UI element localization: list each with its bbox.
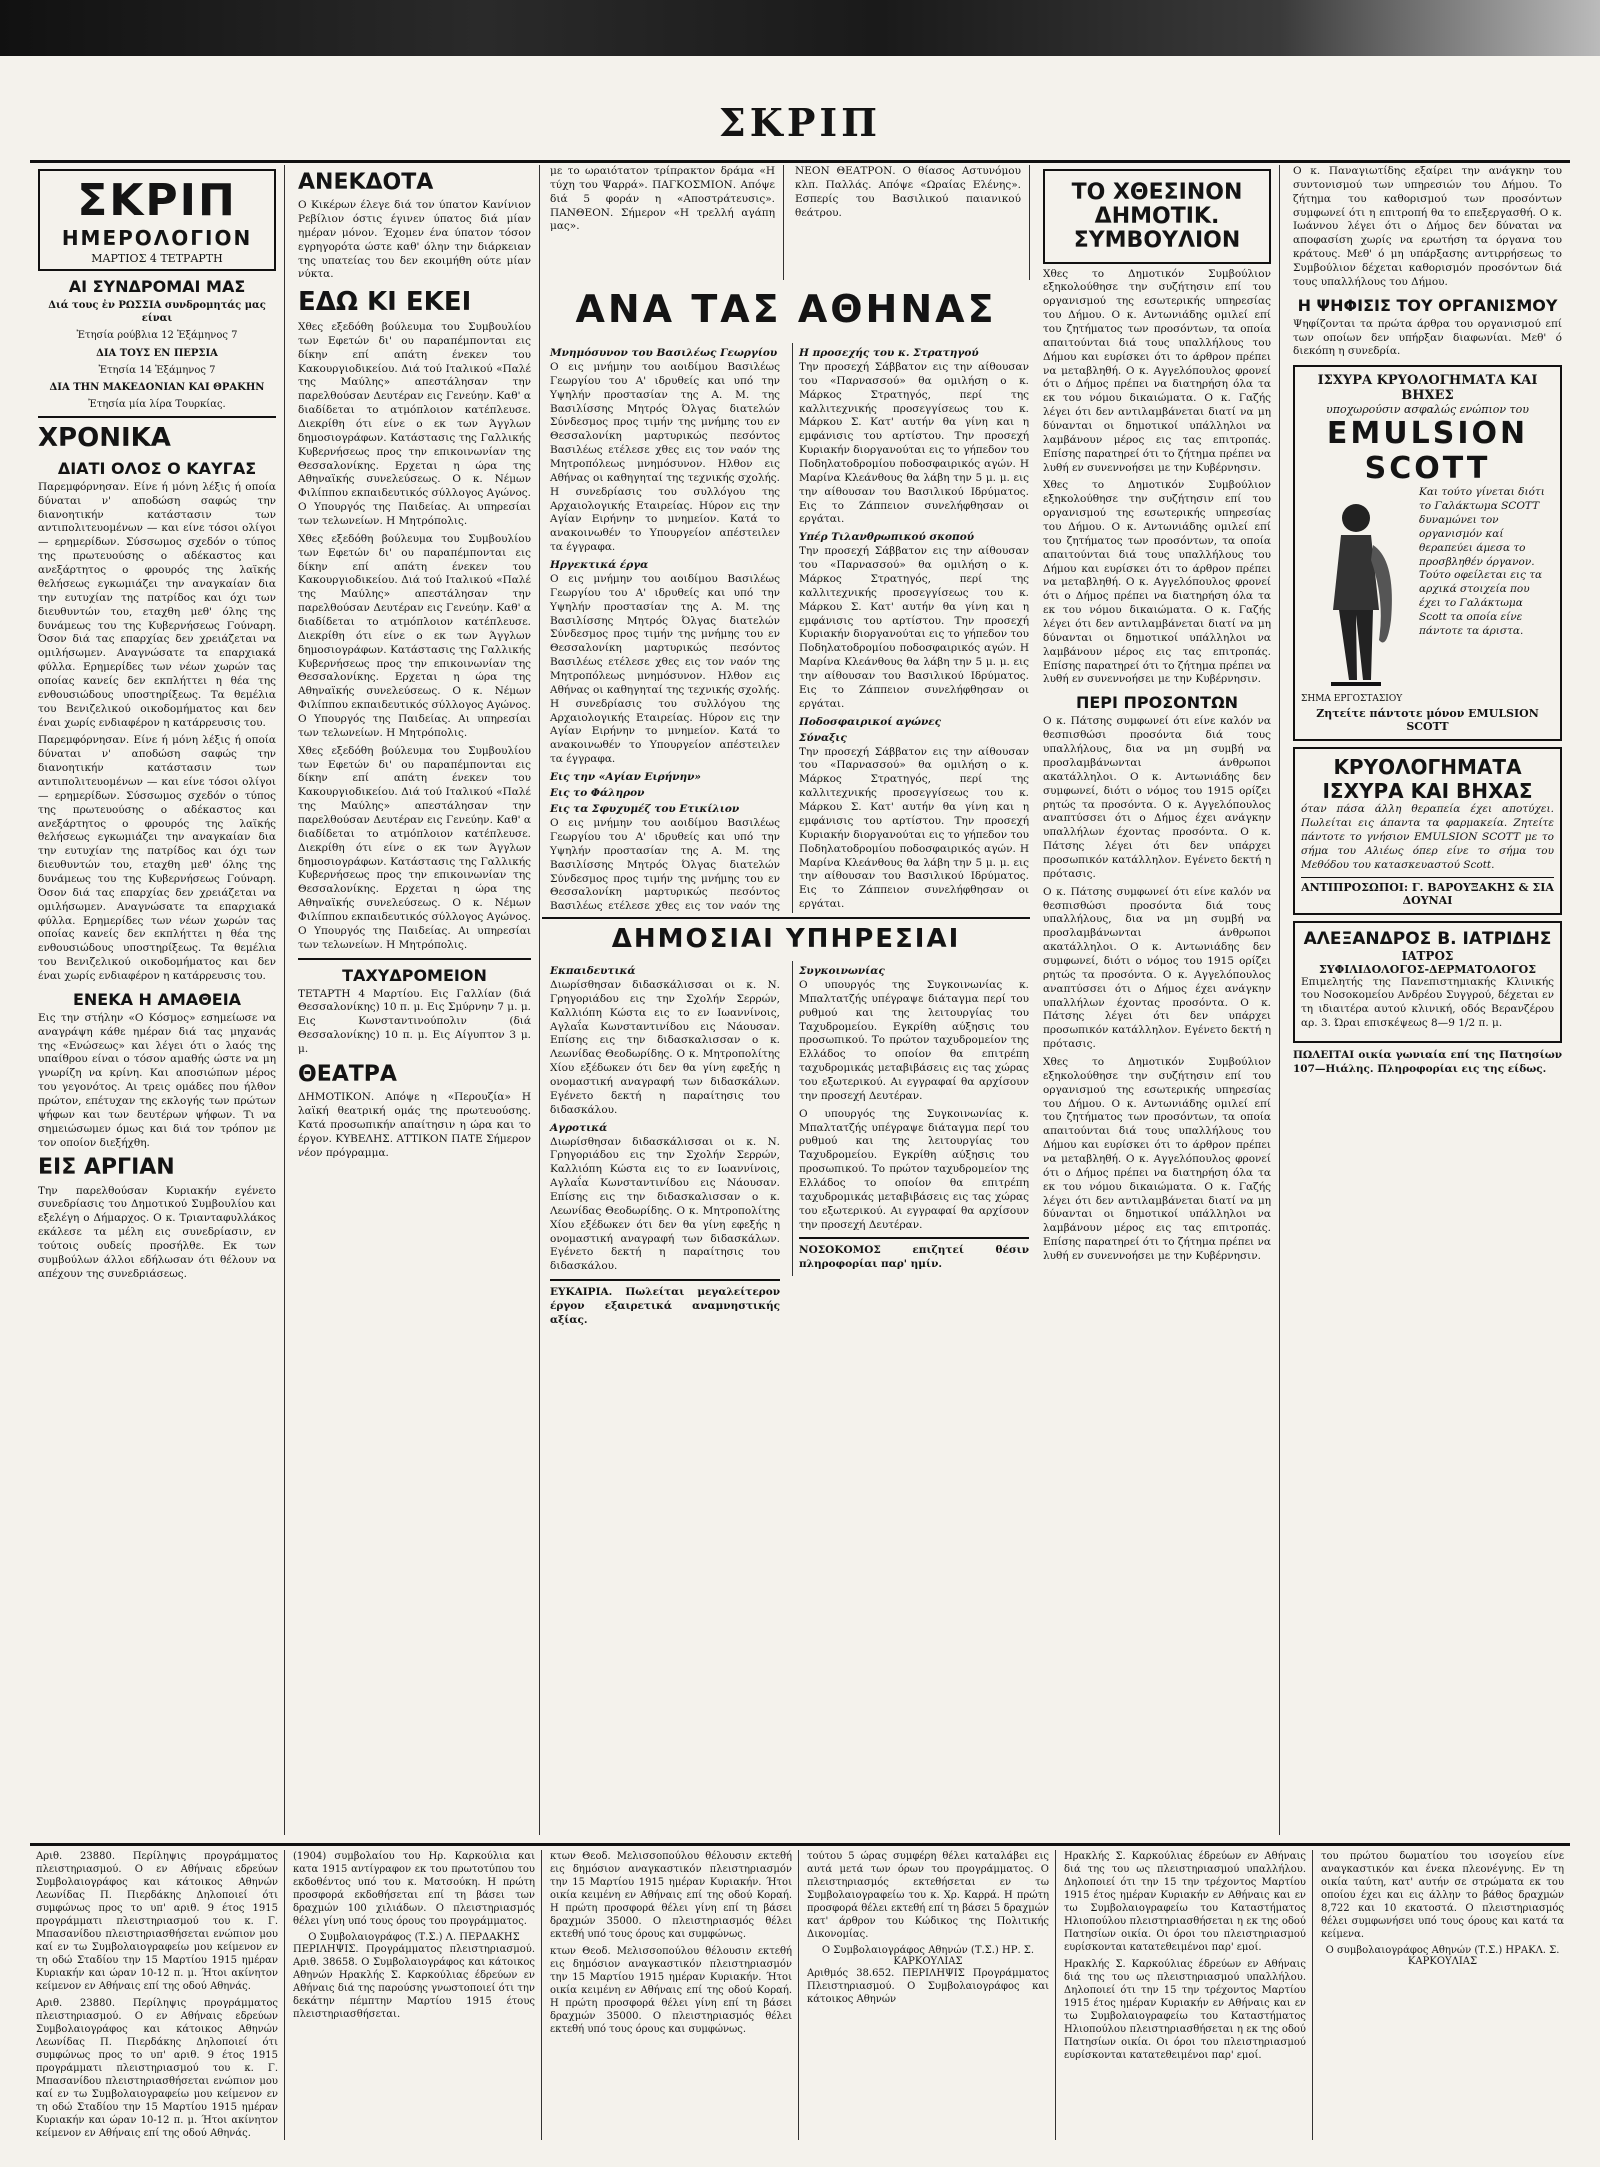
notary-signature: Ο συμβολαιογράφος Αθηνών (Τ.Σ.) ΗΡΑΚΛ. Σ. ΚΑΡΚΟΥΛΙΑΣ — [1325, 1945, 1560, 1967]
edo-ekei-body: Χθες εξεδόθη βούλευμα του Συμβουλίου των Εφετών δι' ου παραπέμπονται εις δίκην επί απάτη ένεκεν του Κακουργιοδικείου. Διά τού Ιταλικού «Παλέ της Μαύλης» απεστάλησαν την παρελθούσαν Δευτέραν εις Γενεύην. Καθ' α διαδίδεται το ατμόπλοιον κατέπλευσε. Διεκρίθη ότι είνε ο εκ των Άγγλων δημοσιογράφων. Κατάστασις της Γαλλικής Κυβερνήσεως προς την επικοινωνίαν της Θεσσαλονίκης. Ερχεται η ώρα της Αθηναϊκής συνελεύσεως. Ο κ. Νέμων Φιλίππου εκπαιδευτικός σύλλογος Αγώνος. Ο Υπουργός της Παιδείας. Αι υπηρεσίαι των τελωνείων. Η Μητρόπολις. — [298, 320, 531, 527]
services-right — [792, 961, 1029, 1276]
notice-body-cont: κτων Θεοδ. Μελισσοπούλου θέλουσιν εκτεθή εις δημόσιον αναγκαστικόν πλειστηριασμόν την 15 Μαρτίου 1915 ημέραν Κυριακήν. Ήτοι οικία κειμένη εν Αθήναις επί της οδού Κοραή. Η πρώτη προσφορά θέλει γίνη επί τη βάσει δραχμών 35000. Ο πλειστηριασμός θέλει εκτεθή υπό τους όρους και συμφώνως. — [550, 1946, 792, 2035]
ad-agents: ΑΝΤΙΠΡΟΣΩΠΟΙ: Γ. ΒΑΡΟΥΞΑΚΗΣ & ΣΙΑ ΔΟΥΝΑΙ — [1301, 877, 1554, 907]
council-body-cont: Χθες το Δημοτικόν Συμβούλιον εξηκολούθησε την συζήτησιν επί του οργανισμού της εσωτερικής υπηρεσίας του Δήμου. Ο κ. Αντωνιάδης ομιλεί επί του ζητήματος των προσόντων, τα οποία απαιτούνται διά τους υπαλλήλους του Δήμου και ευρίσκει ότι το άρθρον πρέπει να μεταβληθή. Ο κ. Αγγελόπουλος φρονεί ότι ο Δήμος πρέπει να διατηρήση όλα τα εκ του νόμου δικαιώματα. Ο κ. Γαζής λέγει ότι δεν αντιλαμβάνεται διατί να μη δύνανται οι δημοτικοί υπάλληλοι να λαμβάνουν μέρος εις τας επιτροπάς. Επίσης παρατηρεί ότι το ζήτημα πρέπει να λυθή εν συνεννοήσει με την Κυβέρνησιν. — [1043, 479, 1271, 686]
classified-nosokomos: ΝΟΣΟΚΟΜΟΣ επιζητεί θέσιν πληροφορίαι παρ' ημίν. — [799, 1244, 1029, 1271]
services-section — [542, 917, 1030, 1337]
article-body: Την παρελθούσαν Κυριακήν εγένετο συνεδρίασις του Δημοτικού Συμβουλίου και εξελέγη ο Δήμαρχος. Ο κ. Τριανταφυλλάκος εκάλεσε τα μέλη εις συνεδρίασιν, εν τούτοις ουδείς προσήλθε. Εκ των συμβούλων άλλοι εδήλωσαν ότι θέλουν να απέχουν της συνεδριάσεως. — [38, 1184, 276, 1280]
edo-ekei-heading: ΕΔΩ ΚΙ ΕΚΕΙ — [298, 287, 472, 318]
athens-subhead: Η προσεχής του κ. Στρατηγού — [799, 347, 979, 359]
services-subhead: Εκπαιδευτικά — [550, 965, 636, 977]
notice-column — [1058, 1850, 1313, 2140]
theatre-listing: ΝΕΟΝ ΘΕΑΤΡΟΝ. Ο θίασος Αστυνόμου κλπ. Παλλάς. Απόψε «Ωραίας Ελένης». Εσπερίς του Βασιλικού παιανικού θεάτρου. — [795, 165, 1021, 219]
athens-body: Την προσεχή Σάββατον εις την αίθουσαν του «Παρνασσού» θα ομιλήση ο κ. Μάρκος Στρατηγός, περί της καλλιτεχνικής προσεγγίσεως του κ. Μάρκου Σ. Κατ' αυτήν θα γίνη και η εμφάνισις του αρτίστου. Την προσεχή Κυριακήν διοργανούται εις το γήπεδον του Ποδηλατοδρομίου ποδοσφαιρικός αγών. Η Μαρίνα Κλεάνθους θα λάβη την 5 μ. μ. εις την αίθουσαν του Βασιλικού Ιδρύματος. Εις το Ζάππειον συνελήφθησαν οι εργάται. — [799, 545, 1029, 710]
athens-subhead: Ηργεκτικά έργα — [550, 559, 649, 572]
athens-subhead: Υπέρ Τιλανθρωπικού σκοπού — [799, 531, 974, 544]
athens-section — [542, 283, 1030, 913]
notice-body: (1904) συμβολαίου του Ηρ. Καρκούλια και κατα 1915 αντίγραφον εκ του πρωτοτύπου του εκδοθέντος υπό του κ. Ματσούκη. Η πρώτη προσφορά εκδοθήσεται επί τη βάσει των δραχμών 100 χιλιάδων. Ο πλειστηριασμός θέλει γίνη υπό τους όρους του προγράμματος. — [293, 1851, 535, 1927]
subs-line-1: Διά τους ἐν ΡΩΣΣΙΑ συνδρομητάς μας είναι — [48, 300, 266, 325]
council-subhead: Η ΨΗΦΙΣΙΣ ΤΟΥ ΟΡΓΑΝΙΣΜΟΥ — [1297, 295, 1558, 315]
tachydromeion-body: ΤΕΤΑΡΤΗ 4 Μαρτίου. Εις Γαλλίαν (διά Θεσσαλονίκης) 10 π. μ. Εις Σμύρνην 7 μ. μ. Εις Κωνσταντινούπολιν (διά Θεσσαλονίκης) 10 π. μ. Εις Αίγυπτον 3 μ. μ. — [298, 987, 531, 1056]
notice-column — [30, 1850, 285, 2140]
article-body: Εις την στήλην «Ο Κόσμος» εσημείωσε να αναγράψη κάθε ημέραν διά τας μηχανάς της «Ενώσεως» και λέγει ότι ο λαός της υπαίθρου είναι ο τόσον αμαθής ώστε να μη γνωρίζη να κρίνη. Και αποσιώπων μέρος του γεγονότος. Αι τρεις ομάδες που ήλθον πρώτον, επέτυχαν της εκλογής των πρώτων ψήφων και των δευτέρων ψήφων. Τι να σημειώσωμεν όμως και διά τον τρόπον με τον οποίον διεξήχθη. — [38, 1011, 276, 1149]
athens-subhead: Εις το Φάληρον — [550, 787, 645, 800]
council-heading: ΤΟ ΧΘΕΣΙΝΟΝ ΔΗΜΟΤΙΚ. ΣΥΜΒΟΥΛΙΟΝ — [1071, 180, 1243, 254]
athens-body: Την προσεχή Σάββατον εις την αίθουσαν του «Παρνασσού» θα ομιλήση ο κ. Μάρκος Στρατηγός, περί της καλλιτεχνικής προσεγγίσεως του κ. Μάρκου Σ. Κατ' αυτήν θα γίνη και η εμφάνισις του αρτίστου. Την προσεχή Κυριακήν διοργανούται εις το γήπεδον του Ποδηλατοδρομίου ποδοσφαιρικός αγών. Η Μαρίνα Κλεάνθους θα λάβη την 5 μ. μ. εις την αίθουσαν του Βασιλικού Ιδρύματος. Εις το Ζάππειον συνελήφθησαν οι εργάται. — [799, 745, 1029, 911]
ad-trademark-caption: ΣΗΜΑ ΕΡΓΟΣΤΑΣΙΟΥ — [1301, 694, 1403, 705]
athens-body: Ο εις μνήμην του αοιδίμου Βασιλέως Γεωργίου του Α' ιδρυθείς και υπό την Υψηλήν προστασίαν της Α. Μ. της Βασιλίσσης Μητρός Όλγας διατελών Σύνδεσμος προς τιμήν της μνήμης του εν Θεσσαλονίκη μαρτυρικώς πεσόντος Βασιλέως ετέλεσε χθες εις τον ναόν της — [550, 817, 780, 913]
divider — [550, 1279, 780, 1281]
subs-line-3: ΔΙΑ ΤΟΥΣ ΕΝ ΠΕΡΣΙΑ — [96, 347, 218, 359]
fisherman-with-fish-icon — [1301, 490, 1411, 690]
services-heading: ΔΗΜΟΣΙΑΙ ΥΠΗΡΕΣΙΑΙ — [611, 924, 961, 954]
article-title: ΔΙΑΤΙ ΟΛΟΣ Ο ΚΑΥΓΑΣ — [57, 458, 257, 478]
council-body-cont2: Χθες το Δημοτικόν Συμβούλιον εξηκολούθησε την συζήτησιν επί του οργανισμού της εσωτερικής υπηρεσίας του Δήμου. Ο κ. Αντωνιάδης ομιλεί επί του ζητήματος των προσόντων, τα οποία απαιτούνται διά τους υπαλλήλους του Δήμου και ευρίσκει ότι το άρθρον πρέπει να μεταβληθή. Ο κ. Αγγελόπουλος φρονεί ότι ο Δήμος πρέπει να διατηρήση όλα τα εκ του νόμου δικαιώματα. Ο κ. Γαζής λέγει ότι δεν αντιλαμβάνεται διατί να μη δύνανται οι δημοτικοί υπάλληλοι να λαμβάνουν μέρος εις τας επιτροπάς. Επίσης παρατηρεί ότι το ζήτημα πρέπει να λυθή εν συνεννοήσει με την Κυβέρνησιν. — [1043, 1055, 1271, 1262]
anekdota-body: Ο Κικέρων έλεγε διά τον ύπατον Κανίνιον Ρεβίλιον όστις έγινεν ύπατος διά μίαν ημέραν μόνον. Έχομεν ένα ύπατον τόσον εγρηγορότα ώστε καθ' όλην την διάρκειαν της υπατείας του δεν εκοιμήθη ούτε μίαν νύκτα. — [298, 199, 531, 281]
edo-ekei-body-cont2: Χθες εξεδόθη βούλευμα του Συμβουλίου των Εφετών δι' ου παραπέμπονται εις δίκην επί απάτη ένεκεν του Κακουργιοδικείου. Διά τού Ιταλικού «Παλέ της Μαύλης» απεστάλησαν την παρελθούσαν Δευτέραν εις Γενεύην. Καθ' α διαδίδεται το ατμόπλοιον κατέπλευσε. Διεκρίθη ότι είνε ο εκ των Άγγλων δημοσιογράφων. Κατάστασις της Γαλλικής Κυβερνήσεως προς την επικοινωνίαν της Θεσσαλονίκης. Ερχεται η ώρα της Αθηναϊκής συνελεύσεως. Ο κ. Νέμων Φιλίππου εκπαιδευτικός σύλλογος Αγώνος. Ο Υπουργός της Παιδείας. Αι υπηρεσίαι των τελωνείων. Η Μητρόπολις. — [298, 744, 531, 951]
athens-subhead: Εις την «Αγίαν Ειρήνην» — [550, 771, 701, 784]
services-left — [550, 961, 780, 1332]
ad-title: ΙΣΧΥΡΑ ΚΡΥΟΛΟΓΗΜΑΤΑ ΚΑΙ ΒΗΧΕΣ — [1317, 373, 1538, 404]
front-page — [30, 165, 1570, 1840]
council-body: Ψηφίζονται τα πρώτα άρθρα του οργανισμού επί των οποίων δεν υπήρξαν διαφωνίαι. Μεθ' ό διεκόπη η συνεδρία. — [1293, 317, 1562, 358]
council-body: Χθες το Δημοτικόν Συμβούλιον εξηκολούθησε την συζήτησιν επί του οργανισμού της εσωτερικής υπηρεσίας του Δήμου. Ο κ. Αντωνιάδης ομιλεί επί του ζητήματος των προσόντων, τα οποία απαιτούνται διά τους υπαλλήλους του Δήμου και ευρίσκει ότι το άρθρον πρέπει να μεταβληθή. Ο κ. Αγγελόπουλος φρονεί ότι ο Δήμος πρέπει να διατηρήση όλα τα εκ του νόμου δικαιώματα. Ο κ. Γαζής λέγει ότι δεν αντιλαμβάνεται διατί να μη δύνανται οι δημοτικοί υπάλληλοι να λαμβάνουν μέρος εις τας επιτροπάς. Επίσης παρατηρεί ότι το ζήτημα πρέπει να λυθή εν συνεννοήσει με την Κυβέρνησιν. — [1043, 267, 1271, 474]
council-body-cont: Ο κ. Πάτσης συμφωνεί ότι είνε καλόν να θεσπισθώσι προσόντα διά τους υπαλλήλους, δια να μη συμβή να προσλαμβάνωνται άνθρωποι ακατάλληλοι. Ο κ. Αντωνιάδης δεν συμφωνεί, διότι ο νόμος του 1915 ορίζει ρητώς τα προσόντα. Ο κ. Αγγελόπουλος αναπτύσσει ότι ο Δήμος έχει ανάγκην υπαλλήλων έχοντας προσόντα. Ο κ. Πάτσης λέγει ότι δεν υπάρχει προσωπικόν κατάλληλον. Εγένετο δεκτή η πρότασις. — [1043, 885, 1271, 1051]
article-title: ΕΙΣ ΑΡΓΙΑΝ — [38, 1155, 175, 1181]
masthead-rule — [30, 160, 1570, 163]
doctor-body: Επιμελητής της Πανεπιστημιακής Κλινικής του Νοσοκομείου Ανδρέου Συγγρού, δέχεται εν τη ιδιαιτέρα αυτού κλινική, οδός Βερανζέρου αρ. 3. Ώραι επισκέψεως 8—9 1/2 π. μ. — [1301, 975, 1554, 1030]
article-body: Παρεμφόρνησαν. Είνε ή μόνη λέξις ή οποία δύναται ν' αποδώση σαφώς την διανοητικήν κατάστασιν των αντιπολιτευομένων — και είνε τόσοι ολίγοι — ερημερίδων. Σύσσωμος σχεδόν ο τύπος της πρωτευούσης ο αδέκαστος και ανεξάρτητος ο φρουρός της λαϊκής θελήσεως εγκωμιάζει την αναγκαίαν δια την ευτυχίαν της πατρίδος και όχι των διευθυντών του, εταχθη μεθ' όλης της δυνάμεως του της Κυβερνήσεως Γούναρη. Όσον διά τας επαρχίας δεν χρειάζεται να ομιλήσωμεν. Αναγνώσατε τα επαρχιακά φύλλα. Ερημερίδες των νέων χωρών τας οποίας κανείς δεν εκπλήττει η θέα της ενθουσιώδους υποστηρίξεως. Τα θεμέλια του Βενιζελικού οικοδομήματος και δεν έναι χωρίς ενδιαφέρον η κατάρρευσις του. — [38, 480, 276, 729]
theatre-listing: με το ωραιότατον τρίπρακτον δράμα «Η τύχη του Ψαρρά». ΠΑΓΚΟΣΜΙΟΝ. Απόψε διά 5 φοράν η «Αποστράτευσις». ΠΑΝΘΕΟΝ. Σήμερον «Η τρελλή αγάπη μας». — [550, 165, 775, 233]
theatra-heading: ΘΕΑΤΡΑ — [298, 1061, 397, 1087]
services-body: Διωρίσθησαν διδασκάλισσαι οι κ. Ν. Γρηγοριάδου εις την Σχολήν Σερρών, Καλλιόπη Κώστα εις το εν Ιωαννίνοις, Αγλαΐα Κωνσταντινίδου εις Νάουσαν. Επίσης εις την διδασκαλισσαν ο κ. Λεωνίδας Θεοδωρίδης. Ο κ. Μητροπολίτης Χίου εξέδωκεν ότι δεν θα γίνη εφεξής η ονομαστική αναγραφή των διδασκάλων. Εγένετο δεκτή η παραίτησις του διδασκάλου. — [550, 979, 780, 1116]
column-council — [1035, 165, 1280, 1835]
column-ads — [1285, 165, 1570, 1835]
ad-brand: EMULSION SCOTT — [1326, 416, 1529, 487]
athens-right — [792, 343, 1029, 913]
subs-line-4: Ἐτησία 14 Ἑξάμηνος 7 — [98, 364, 216, 376]
subs-line-2: Ἐτησία ρούβλια 12 Ἑξάμηνος 7 — [76, 330, 238, 342]
notice-body: ΠΕΡΙΛΗΨΙΣ. Προγράμματος πλειστηριασμού. Αριθ. 38658. Ο Συμβολαιογράφος και κάτοικος Αθηνών Ηρακλής Σ. Καρκούλιας έδρεύων εν Αθήναις διά της παρούσης γνωστοποιεί ότι την δεκάτην πέμπτην Μαρτίου 1915 έτους πλειστηριασθήσεται. — [293, 1944, 535, 2020]
column-2 — [290, 165, 540, 1835]
divider — [799, 1237, 1029, 1239]
logo: ΣΚΡΙΠ — [77, 175, 237, 226]
council-subhead: ΠΕΡΙ ΠΡΟΣΟΝΤΩΝ — [1075, 693, 1239, 713]
scan-edge — [0, 0, 1600, 56]
services-subhead: Αγροτικά — [550, 1121, 608, 1134]
cold-remedy-ad — [1293, 747, 1562, 914]
athens-body: Ο εις μνήμην του αοιδίμου Βασιλέως Γεωργίου του Α' ιδρυθείς και υπό την Υψηλήν προστασίαν της Α. Μ. της Βασιλίσσης Μητρός Όλγας διατελών Σύνδεσμος προς τιμήν της μνήμης του εν Θεσσαλονίκη μαρτυρικώς πεσόντος Βασιλέως ετέλεσε χθες εις τον ναόν της Μητροπόλεως μνημόσυνον. Ηλθον εις Αθήνας οι καθηγηταί της τεχνικής σχολής. Η συνεδρίασις του συλλόγου της Αρχαιολογικής Εταιρείας. Ηύρον εις την Αγίαν Ειρήνην το μνημείον. Κατά το ανακοινωθέν το Υπουργείον απέστειλεν τα έγγραφα. — [550, 573, 780, 766]
logo-subtitle: ΗΜΕΡΟΛΟΓΙΟΝ — [61, 226, 253, 250]
classified-eukairia: ΕΥΚΑΙΡΙΑ. Πωλείται μεγαλείτερον έργον εξαιρετικά αναμνηστικής αξίας. — [550, 1286, 780, 1326]
legal-notices — [30, 1850, 1570, 2140]
notice-body: Αριθ. 23880. Περίληψις προγράμματος πλειστηριασμού. Ο εν Αθήναις εδρεύων Συμβολαιογράφος και κάτοικος Αθηνών Λεωνίδας Π. Πιερδάκης Δηλοποιεί ότι συμφώνως προς το υπ' αριθ. 9 έτος 1915 προγράμματι πλειστηριασμού του κ. Γ. Μπασανίδου πλειστηριασθήσεται ενώπιον μου καί εν τω Συμβολαιογραφείω μου κείμενον εν τη οδώ Σταδίου την 15 Μαρτίου 1915 ημέραν Κυριακήν και ώραν 10-12 π. μ. Ήτοι ακίνητον κείμενον εν Αθήναις επί της οδού Αθηνάς. — [36, 1851, 278, 1992]
council-heading-box — [1043, 169, 1271, 264]
article-body-cont: Παρεμφόρνησαν. Είνε ή μόνη λέξις ή οποία δύναται ν' αποδώση σαφώς την διανοητικήν κατάστασιν των αντιπολιτευομένων — και είνε τόσοι ολίγοι — ερημερίδων. Σύσσωμος σχεδόν ο τύπος της πρωτευούσης ο αδέκαστος και ανεξάρτητος ο φρουρός της λαϊκής θελήσεως εγκωμιάζει την αναγκαίαν δια την ευτυχίαν της πατρίδος και όχι των διευθυντών του, εταχθη μεθ' όλης της δυνάμεως του της Κυβερνήσεως Γούναρη. Όσον διά τας επαρχίας δεν χρειάζεται να ομιλήσωμεν. Αναγνώσατε τα επαρχιακά φύλλα. Ερημερίδες των νέων χωρών τας οποίας κανείς δεν εκπλήττει η θέα της ενθουσιώδους υποστηρίξεως. Τα θεμέλια του Βενιζελικού οικοδομήματος και δεν έναι χωρίς ενδιαφέρον η κατάρρευσις του. — [38, 734, 276, 982]
doctor-ad — [1293, 921, 1562, 1043]
article-title: ΕΝΕΚΑ Η ΑΜΑΘΕΙΑ — [72, 989, 242, 1009]
column-1 — [30, 165, 285, 1835]
theatra-body: ΔΗΜΟΤΙΚΟΝ. Απόψε η «Περουζία» Η λαϊκή θεατρική ομάς της πρωτευούσης. Κατά προσωπικήν απαίτησιν η ώρα και το έργον. ΚΥΒΕΛΗΣ. ΑΤΤΙΚΟΝ ΠΑΤΕ Σήμερον νέον πρόγραμμα. — [298, 1091, 531, 1159]
doctor-name: ΑΛΕΞΑΝΔΡΟΣ Β. ΙΑΤΡΙΔΗΣ — [1303, 928, 1552, 949]
athens-body: Την προσεχή Σάββατον εις την αίθουσαν του «Παρνασσού» θα ομιλήση ο κ. Μάρκος Στρατηγός, περί της καλλιτεχνικής προσεγγίσεως του κ. Μάρκου Σ. Κατ' αυτήν θα γίνη και η εμφάνισις του αρτίστου. Την προσεχή Κυριακήν διοργανούται εις το γήπεδον του Ποδηλατοδρομίου ποδοσφαιρικός αγών. Η Μαρίνα Κλεάνθους θα λάβη την 5 μ. μ. εις την αίθουσαν του Βασιλικού Ιδρύματος. Εις το Ζάππειον συνελήφθησαν οι εργάται. — [799, 361, 1029, 526]
athens-subhead: Σύναξις — [799, 731, 847, 744]
notice-column — [287, 1850, 542, 2140]
notice-body: τούτου 5 ώρας συμφέρη θέλει καταλάβει εις αυτά μετά των όρων του προγράμματος. Ο πλειστηριασμός εκτεθήσεται εν τω Συμβολαιογραφείω του κ. Χρ. Καρρά. Η πρώτη προσφορά θέλει εκτεθή επί τη βάσει 5 δραχμών κατ' άρθρον του Κώδικος της Πολιτικής Δικονομίας. — [807, 1851, 1049, 1940]
notice-body-cont: Αριθ. 23880. Περίληψις προγράμματος πλειστηριασμού. Ο εν Αθήναις εδρεύων Συμβολαιογράφος και κάτοικος Αθηνών Λεωνίδας Π. Πιερδάκης Δηλοποιεί ότι συμφώνως προς το υπ' αριθ. 9 έτος 1915 προγράμματι πλειστηριασμού του κ. Γ. Μπασανίδου πλειστηριασθήσεται ενώπιον μου καί εν τω Συμβολαιογραφείω μου κείμενον εν τη οδώ Σταδίου την 15 Μαρτίου 1915 ημέραν Κυριακήν και ώραν 10-12 π. μ. Ήτοι ακίνητον κείμενον εν Αθήναις επί της οδού Αθηνάς. — [36, 1998, 278, 2139]
ad-tagline: Ζητείτε πάντοτε μόνον EMULSION SCOTT — [1316, 707, 1539, 734]
emulsion-ad — [1293, 365, 1562, 741]
edo-ekei-body-cont: Χθες εξεδόθη βούλευμα του Συμβουλίου των Εφετών δι' ου παραπέμπονται εις δίκην επί απάτη ένεκεν του Κακουργιοδικείου. Διά τού Ιταλικού «Παλέ της Μαύλης» απεστάλησαν την παρελθούσαν Δευτέραν εις Γενεύην. Καθ' α διαδίδεται το ατμόπλοιον κατέπλευσε. Διεκρίθη ότι είνε ο εκ των Άγγλων δημοσιογράφων. Κατάστασις της Γαλλικής Κυβερνήσεως προς την επικοινωνίαν της Θεσσαλονίκης. Ερχεται η ώρα της Αθηναϊκής συνελεύσεως. Ο κ. Νέμων Φιλίππου εκπαιδευτικός σύλλογος Αγώνος. Ο Υπουργός της Παιδείας. Αι υπηρεσίαι των τελωνείων. Η Μητρόπολις. — [298, 532, 531, 739]
tachydromeion-heading: ΤΑΧΥΔΡΟΜΕΙΟΝ — [342, 965, 487, 985]
services-subhead: Συγκοινωνίας — [799, 965, 885, 977]
ad-title: ΚΡΥΟΛΟΓΗΜΑΤΑ ΙΣΧΥΡΑ ΚΑΙ ΒΗΧΑΣ — [1322, 755, 1533, 804]
notice-body-cont: Ηρακλής Σ. Καρκούλιας έδρεύων εν Αθήναις διά της του ως πλειστηριασμού υπαλλήλου. Δηλοποιεί ότι την 15 την τρέχοντος Μαρτίου 1915 έτος ημέραν Κυριακήν εν Αθήναις και εν τω Συμβολαιογραφείω του Καταστήματος Ηλιοπούλου πλειστηριασθήσεται η εκ της οδού Πατησίων οικία. Οι όροι του πλειστηριασμού ευρίσκονται κατατεθειμένοι παρ' εμοί. — [1064, 1959, 1306, 2061]
masthead — [0, 100, 1600, 160]
athens-left — [550, 343, 780, 913]
notice-body: κτων Θεοδ. Μελισσοπούλου θέλουσιν εκτεθή εις δημόσιον αναγκαστικόν πλειστηριασμόν την 15 Μαρτίου 1915 ημέραν Κυριακήν. Ήτοι οικία κειμένη εν Αθήναις επί της οδού Κοραή. Η πρώτη προσφορά θέλει γίνη επί τη βάσει δραχμών 35000. Ο πλειστηριασμός θέλει εκτεθή υπό τους όρους και συμφώνως. — [550, 1851, 792, 1940]
masthead-title: ΣΚΡΙΠ — [718, 100, 882, 145]
athens-subhead: Ποδοσφαιρικοί αγώνες — [799, 715, 942, 728]
ad-body: Και τούτο γίνεται διότι το Γαλάκτωμα SCOTT δυναμώνει τον οργανισμόν καί θεραπεύει άμεσα το προσβληθέν όργανον. Τούτο οφείλεται εις τα αρχικά στοιχεία που έχει το Γαλάκτωμα Scott τα οποία είνε πάντοτε τα άριστα. — [1419, 486, 1545, 637]
council-continued: Ο κ. Παναγιωτίδης εξαίρει την ανάγκην του συντονισμού των υπηρεσιών του Δήμου. Το ζήτημα του καθορισμού των προσόντων συμφωνεί ότι η επιτροπή θα το επεξεργασθή. Ο κ. Ιωάννου λέγει ότι ο Δήμος δεν δύναται να αποφασίση χωρίς να ερωτήση τα όργανα του κράτους. Μεθ' ό μη υπάρξασης αντιρρήσεως το Συμβούλιον δέχεται καθορισμόν προσόντων διά τους υπαλλήλους του Δήμου. — [1293, 165, 1562, 288]
column-4-top — [787, 165, 1030, 280]
doctor-specialty: ΣΥΦΙΛΙΔΟΛΟΓΟΣ-ΔΕΡΜΑΤΟΛΟΓΟΣ — [1319, 962, 1536, 976]
notice-body: Ηρακλής Σ. Καρκούλιας έδρεύων εν Αθήναις διά της του ως πλειστηριασμού υπαλλήλου. Δηλοποιεί ότι την 15 την τρέχοντος Μαρτίου 1915 έτος ημέραν Κυριακήν εν Αθήναις και εν τω Συμβολαιογραφείω του Καταστήματος Ηλιοπούλου πλειστηριασθήσεται η εκ της οδού Πατησίων οικία. Οι όροι του πλειστηριασμού ευρίσκονται κατατεθειμένοι παρ' εμοί. — [1064, 1851, 1306, 1953]
logo-box — [38, 169, 276, 271]
divider — [298, 958, 531, 960]
bottom-rule — [30, 1843, 1570, 1846]
issue-date: ΜΑΡΤΙΟΣ 4 ΤΕΤΡΑΡΤΗ — [91, 252, 223, 265]
subs-line-5: ΔΙΑ ΤΗΝ ΜΑΚΕΔΟΝΙΑΝ ΚΑΙ ΘΡΑΚΗΝ — [49, 381, 265, 393]
doctor-title: ΙΑΤΡΟΣ — [1401, 948, 1454, 963]
anekdota-heading: ΑΝΕΚΔΟΤΑ — [298, 170, 434, 195]
notary-signature: Ο Συμβολαιογράφος (Τ.Σ.) Λ. ΠΕΡΔΑΚΗΣ — [308, 1932, 520, 1943]
services-body: Ο υπουργός της Συγκοινωνίας κ. Μπαλτατζής υπέγραψε διάταγμα περί του ρυθμού και της λειτουργίας του Ταχυδρομείου. Εγκρίθη αύξησις του προσωπικού. Το πρώτον ταχυδρομείον της Ελλάδος το οποίον θα επιτρέπη ταχυδρομικάς μεταβιβάσεις εις τας χώρας του εξωτερικού. Αι εγγραφαί θα αρχίσουν την προσεχή Δευτέραν. — [799, 979, 1029, 1102]
council-body: Ο κ. Πάτσης συμφωνεί ότι είνε καλόν να θεσπισθώσι προσόντα διά τους υπαλλήλους, δια να μη συμβή να προσλαμβάνωνται άνθρωποι ακατάλληλοι. Ο κ. Αντωνιάδης δεν συμφωνεί, διότι ο νόμος του 1915 ορίζει ρητώς τα προσόντα. Ο κ. Αγγελόπουλος αναπτύσσει ότι ο Δήμος έχει ανάγκην υπαλλήλων έχοντας προσόντα. Ο κ. Πάτσης λέγει ότι δεν υπάρχει προσωπικόν κατάλληλον. Εγένετο δεκτή η πρότασις. — [1043, 715, 1271, 880]
services-body: Διωρίσθησαν διδασκάλισσαι οι κ. Ν. Γρηγοριάδου εις την Σχολήν Σερρών, Καλλιόπη Κώστα εις το εν Ιωαννίνοις, Αγλαΐα Κωνσταντινίδου εις Νάουσαν. Επίσης εις την διδασκαλισσαν ο κ. Λεωνίδας Θεοδωρίδης. Ο κ. Μητροπολίτης Χίου εξέδωκεν ότι δεν θα γίνη εφεξής η ονομαστική αναγραφή των διδασκάλων. Εγένετο δεκτή η παραίτησις του διδασκάλου. — [550, 1135, 780, 1273]
notice-column — [801, 1850, 1056, 2140]
athens-body: Ο εις μνήμην του αοιδίμου Βασιλέως Γεωργίου του Α' ιδρυθείς και υπό την Υψηλήν προστασίαν της Α. Μ. της Βασιλίσσης Μητρός Όλγας διατελών Σύνδεσμος προς τιμήν της μνήμης του εν Θεσσαλονίκη μαρτυρικώς πεσόντος Βασιλέως ετέλεσε χθες εις τον ναόν της Μητροπόλεως μνημόσυνον. Ηλθον εις Αθήνας οι καθηγηταί της τεχνικής σχολής. Η συνεδρίασις του συλλόγου της Αρχαιολογικής Εταιρείας. Ηύρον εις την Αγίαν Ειρήνην το μνημείον. Κατά το ανακοινωθέν το Υπουργείον απέστειλεν τα έγγραφα. — [550, 361, 780, 554]
column-3-top — [542, 165, 784, 280]
ad-subtitle: υποχωρούσιν ασφαλώς ενώπιον του — [1326, 403, 1529, 417]
sale-classified: ΠΩΛΕΙΤΑΙ οικία γωνιαία επί της Πατησίων 107—Ηιάλης. Πληροφορίαι εις της είδως. — [1293, 1049, 1562, 1075]
ad-body: όταν πάσα άλλη θεραπεία έχει αποτύχει. Πωλείται εις άπαντα τα φαρμακεία. Ζητείτε πάντοτε το γνήσιον EMULSION SCOTT με το σήμα του Αλιέως όπερ είνε το σήμα του Μεθόδου του κατασκευαστού Scott. — [1301, 803, 1554, 871]
services-body: Ο υπουργός της Συγκοινωνίας κ. Μπαλτατζής υπέγραψε διάταγμα περί του ρυθμού και της λειτουργίας του Ταχυδρομείου. Εγκρίθη αύξησις του προσωπικού. Το πρώτον ταχυδρομείον της Ελλάδος το οποίον θα επιτρέπη ταχυδρομικάς μεταβιβάσεις εις τας χώρας του εξωτερικού. Αι εγγραφαί θα αρχίσουν την προσεχή Δευτέραν. — [799, 1107, 1029, 1231]
notice-body: του πρώτου δωματίου του ισογείου είνε αναγκαστικόν και ένεκα πλεονέγνης. Εν τη οικία ταύτη, κατ' αυτήν σε στρώματα εκ του οποίου έχει και εις άλλην το βάθος δραχμών 8,722 και 10 εκατοστά. Ο πλειστηριασμός θέλει συμφωνήσει υπό τους όρους και κατά τα κείμενα. — [1321, 1851, 1564, 1940]
chronika-heading: ΧΡΟΝΙΚΑ — [38, 423, 171, 454]
notice-column — [1315, 1850, 1570, 2140]
notice-column — [544, 1850, 799, 2140]
subscriptions-title: ΑΙ ΣΥΝΔΡΟΜΑΙ ΜΑΣ — [68, 277, 246, 296]
athens-heading: ΑΝΑ ΤΑΣ ΑΘΗΝΑΣ — [575, 287, 997, 331]
notice-body: Αριθμός 38.652. ΠΕΡΙΛΗΨΙΣ Προγράμματος Πλειστηριασμού. Ο Συμβολαιογράφος και κάτοικος Αθηνών — [807, 1968, 1049, 2005]
subs-line-6: Ἐτησία μία λίρα Τουρκίας. — [88, 399, 226, 411]
athens-subhead: Μνημόσυνον του Βασιλέως Γεωργίου — [550, 347, 778, 359]
notary-signature: Ο Συμβολαιογράφος Αθηνών (Τ.Σ.) ΗΡ. Σ. ΚΑΡΚΟΥΛΙΑΣ — [821, 1945, 1035, 1967]
divider — [38, 416, 276, 418]
athens-subhead: Εις τα Σφυχυμέζ του Ετικίλιον — [550, 803, 740, 816]
